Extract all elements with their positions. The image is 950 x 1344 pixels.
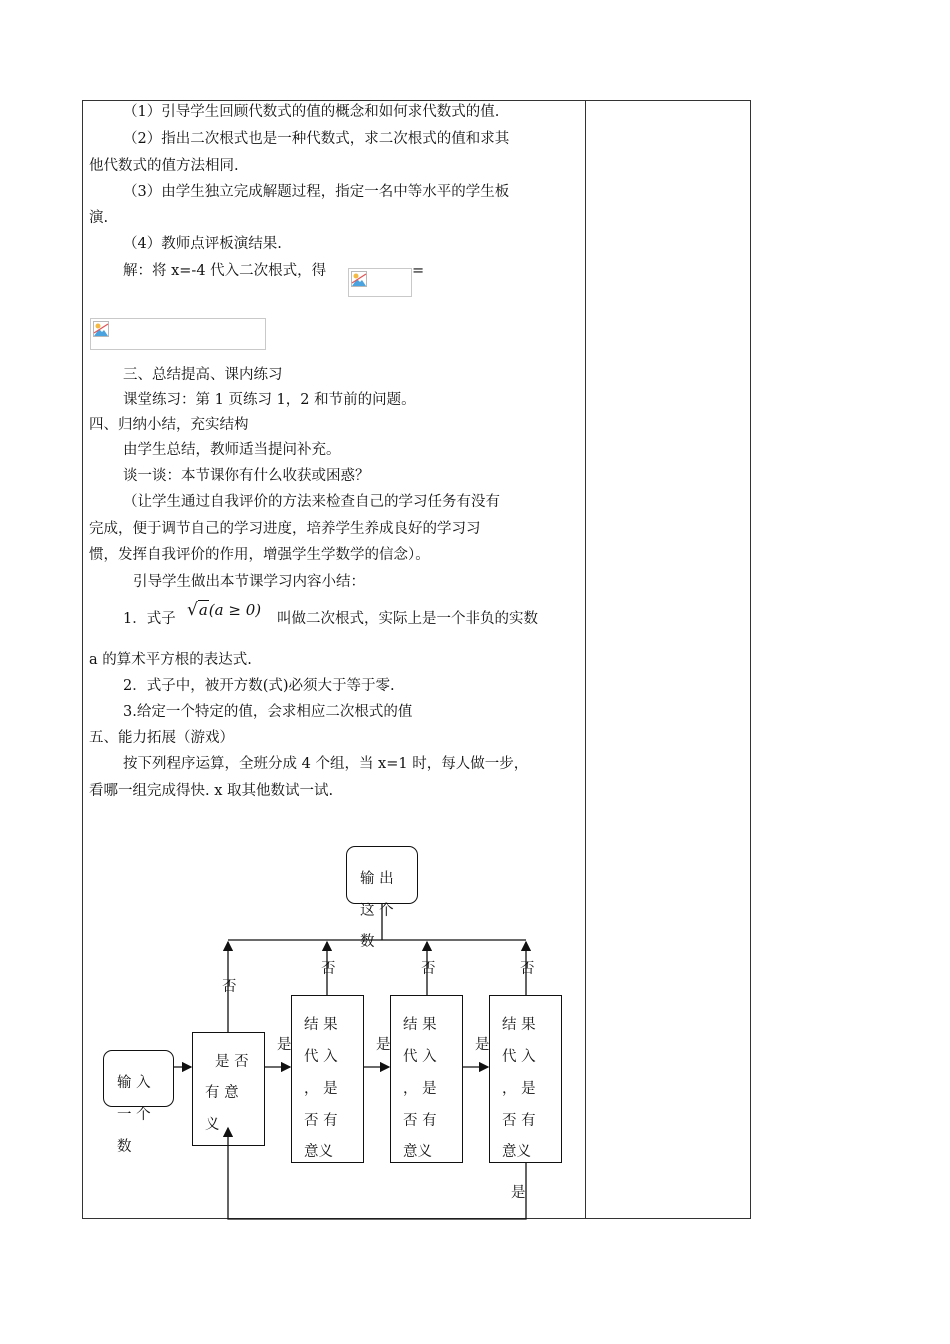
yes-label-1: 是	[277, 1037, 292, 1053]
point-1-text-cont2: a 的算术平方根的表达式.	[89, 652, 252, 668]
result-text-line-4: 否 有	[403, 1113, 437, 1129]
result-text-line-2: 代 入	[403, 1049, 437, 1065]
summary-text: 由学生总结，教师适当提问补充。	[123, 442, 341, 458]
step-4-text: （4）教师点评板演结果.	[123, 236, 282, 252]
section-4-heading: 四、归纳小结，充实结构	[89, 417, 249, 433]
no-label-1: 否	[222, 979, 237, 995]
discussion-text: 谈一谈：本节课你有什么收获或困惑？	[123, 468, 370, 484]
step-3-text-cont: 演.	[89, 210, 109, 226]
result-text-line-5: 意义	[403, 1144, 432, 1160]
point-1-text-cont: 叫做二次根式，实际上是一个非负的实数	[277, 611, 538, 627]
equals-sign: =	[412, 263, 425, 279]
self-evaluation-text-cont: 完成，便于调节自己的学习进度，培养学生养成良好的学习习	[89, 521, 481, 537]
practice-text: 课堂练习：第 1 页练习 1，2 和节前的问题。	[123, 392, 416, 408]
step-2-text: （2）指出二次根式也是一种代数式，求二次根式的值和求其	[123, 131, 510, 147]
result-text-line-5: 意义	[304, 1144, 333, 1160]
self-evaluation-text-cont: 惯，发挥自我评价的作用，增强学生学数学的信念）。	[89, 547, 430, 563]
result-text-line-3: ， 是	[304, 1081, 338, 1097]
formula-condition: a ≥ 0	[214, 601, 256, 619]
step-3-text: （3）由学生独立完成解题过程，指定一名中等水平的学生板	[123, 184, 510, 200]
game-text-cont: 看哪一组完成得快. x 取其他数试一试.	[89, 783, 334, 799]
input-sub-label-2: 数	[117, 1139, 132, 1155]
yes-label-4: 是	[511, 1185, 526, 1201]
result-text-line-1: 结 果	[403, 1017, 437, 1033]
no-label-2: 否	[321, 961, 336, 977]
yes-label-2: 是	[376, 1037, 391, 1053]
result-text-line-4: 否 有	[304, 1113, 338, 1129]
output-sub-label-2: 数	[360, 934, 375, 950]
solution-text: 解：将 x=-4 代入二次根式，得	[123, 263, 327, 279]
yes-label-3: 是	[475, 1037, 490, 1053]
section-5-heading: 五、能力拓展（游戏）	[89, 730, 234, 746]
result-text-line-1: 结 果	[502, 1017, 536, 1033]
formula-close-paren: )	[255, 601, 262, 619]
result-text-line-2: 代 入	[304, 1049, 338, 1065]
step-1-text: （1）引导学生回顾代数式的值的概念和如何求代数式的值.	[123, 104, 500, 120]
result-text-line-3: ， 是	[502, 1081, 536, 1097]
input-sub-label: 一 个	[117, 1107, 151, 1123]
input-label: 输 入	[117, 1075, 151, 1091]
result-text-line-3: ， 是	[403, 1081, 437, 1097]
summary-intro-text: 引导学生做出本节课学习内容小结：	[133, 574, 365, 590]
check-text-line-3: 义	[205, 1117, 220, 1133]
step-2-text-cont: 他代数式的值方法相同.	[89, 158, 239, 174]
result-text-line-5: 意义	[502, 1144, 531, 1160]
result-text-line-1: 结 果	[304, 1017, 338, 1033]
self-evaluation-text: （让学生通过自我评价的方法来检查自己的学习任务有没有	[123, 494, 500, 510]
check-text-line-2: 有 意	[205, 1085, 239, 1101]
game-text: 按下列程序运算，全班分成 4 个组，当 x=1 时，每人做一步，	[123, 756, 529, 772]
radical-sign: √	[187, 600, 198, 620]
loop-back-arrow	[228, 1128, 526, 1219]
section-3-heading: 三、总结提高、课内练习	[123, 367, 283, 383]
point-3-text: 3.给定一个特定的值，会求相应二次根式的值	[123, 704, 413, 720]
no-label-3: 否	[421, 961, 436, 977]
result-text-line-2: 代 入	[502, 1049, 536, 1065]
result-text-line-4: 否 有	[502, 1113, 536, 1129]
formula-open-paren: (	[208, 601, 215, 619]
point-2-text: 2．式子中，被开方数(式)必须大于等于零.	[123, 678, 395, 694]
point-1-text: 1．式子	[123, 611, 176, 627]
output-sub-label: 这 个	[360, 903, 394, 919]
radicand: a	[198, 601, 208, 619]
no-label-4: 否	[520, 961, 535, 977]
output-label: 输 出	[360, 871, 394, 887]
check-text-line-1: 是 否	[215, 1054, 249, 1070]
